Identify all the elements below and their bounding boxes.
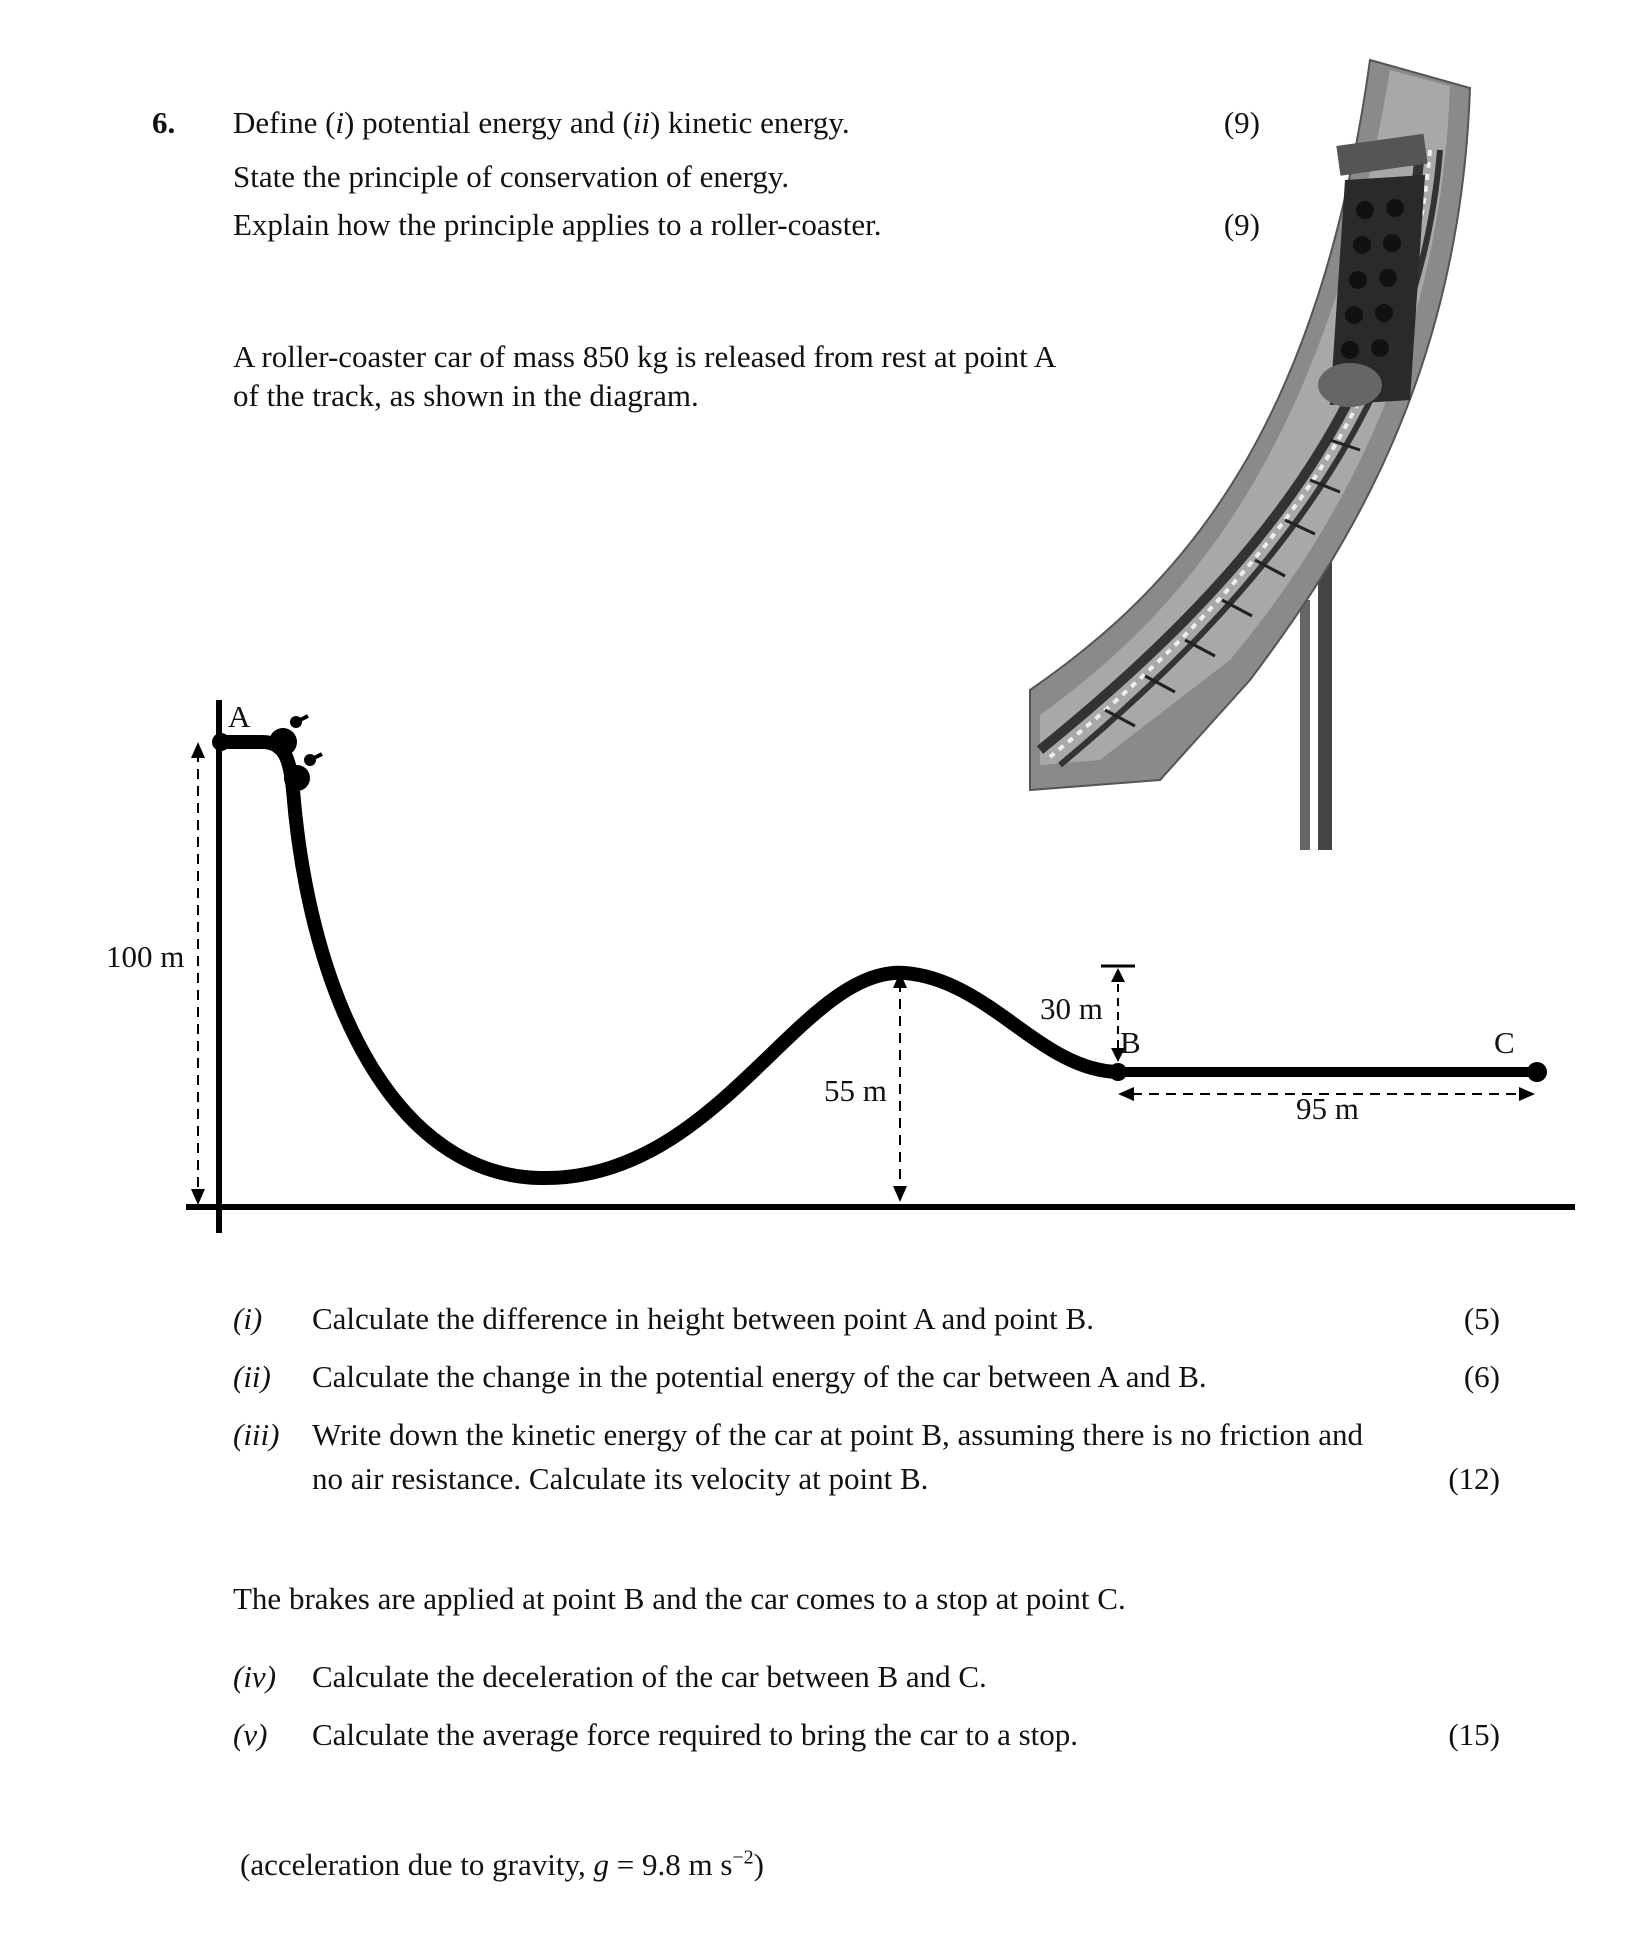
point-c-dot bbox=[1527, 1062, 1547, 1082]
intro-1-i: i bbox=[335, 105, 345, 140]
label-55m: 55 m bbox=[824, 1073, 887, 1108]
part-iv-label: (iv) bbox=[233, 1659, 277, 1694]
point-b-dot bbox=[1109, 1063, 1127, 1081]
label-point-b: B bbox=[1120, 1025, 1141, 1060]
label-point-a: A bbox=[228, 699, 251, 734]
part-iv-text: Calculate the deceleration of the car between B and C. bbox=[312, 1659, 987, 1694]
part-iii-marks: (12) bbox=[1448, 1461, 1500, 1496]
gravity-exp: −2 bbox=[732, 1846, 754, 1869]
gravity-eq: = 9.8 m s bbox=[608, 1847, 733, 1882]
part-iii-text: Write down the kinetic energy of the car at point B, assuming there is no friction and bbox=[312, 1417, 1364, 1452]
setup-line-2: of the track, as shown in the diagram. bbox=[233, 378, 699, 413]
part-i-marks: (5) bbox=[1463, 1301, 1500, 1336]
gravity-note bbox=[240, 1846, 764, 1884]
intro-line-3: Explain how the principle applies to a roller-coaster. bbox=[233, 207, 882, 242]
part-i-text: Calculate the difference in height between point A and point B. bbox=[312, 1301, 1094, 1336]
part-v-text: Calculate the average force required to bring the car to a stop. bbox=[312, 1717, 1079, 1752]
part-ii-label: (ii) bbox=[233, 1359, 271, 1394]
label-30m: 30 m bbox=[1040, 991, 1103, 1026]
part-iii-text-2: no air resistance. Calculate its velocity at point B. bbox=[312, 1461, 929, 1496]
gravity-pre: (acceleration due to gravity, bbox=[240, 1847, 594, 1882]
roller-coaster-photo bbox=[1030, 60, 1470, 850]
part-v-marks: (15) bbox=[1448, 1717, 1500, 1752]
setup-line-1: A roller-coaster car of mass 850 kg is released from rest at point A bbox=[233, 339, 1057, 374]
intro-1-mid: ) potential energy and ( bbox=[344, 105, 633, 140]
dim-100m bbox=[191, 742, 205, 1205]
intro-1-marks: (9) bbox=[1223, 105, 1260, 140]
intro-1-ii: ii bbox=[632, 105, 650, 140]
intro-1-pre: Define ( bbox=[233, 105, 336, 140]
coaster-car-icon bbox=[269, 716, 322, 791]
question-number: 6. bbox=[152, 105, 176, 140]
part-i-label: (i) bbox=[233, 1301, 263, 1336]
gravity-post: ) bbox=[753, 1847, 764, 1882]
intro-3-marks: (9) bbox=[1223, 207, 1260, 242]
intro-line-2: State the principle of conservation of energy. bbox=[233, 159, 790, 194]
part-ii-text: Calculate the change in the potential energy of the car between A and B. bbox=[312, 1359, 1207, 1394]
part-iii-label: (iii) bbox=[233, 1417, 280, 1452]
dim-55m bbox=[893, 972, 907, 1202]
brakes-line: The brakes are applied at point B and the car comes to a stop at point C. bbox=[233, 1581, 1126, 1616]
track-curve bbox=[221, 742, 1118, 1178]
label-95m: 95 m bbox=[1296, 1091, 1359, 1126]
label-100m: 100 m bbox=[106, 939, 185, 974]
part-ii-marks: (6) bbox=[1463, 1359, 1500, 1394]
label-point-c: C bbox=[1494, 1025, 1515, 1060]
intro-1-post: ) kinetic energy. bbox=[649, 105, 850, 140]
part-v-label: (v) bbox=[233, 1717, 268, 1752]
gravity-g: g bbox=[593, 1847, 609, 1882]
